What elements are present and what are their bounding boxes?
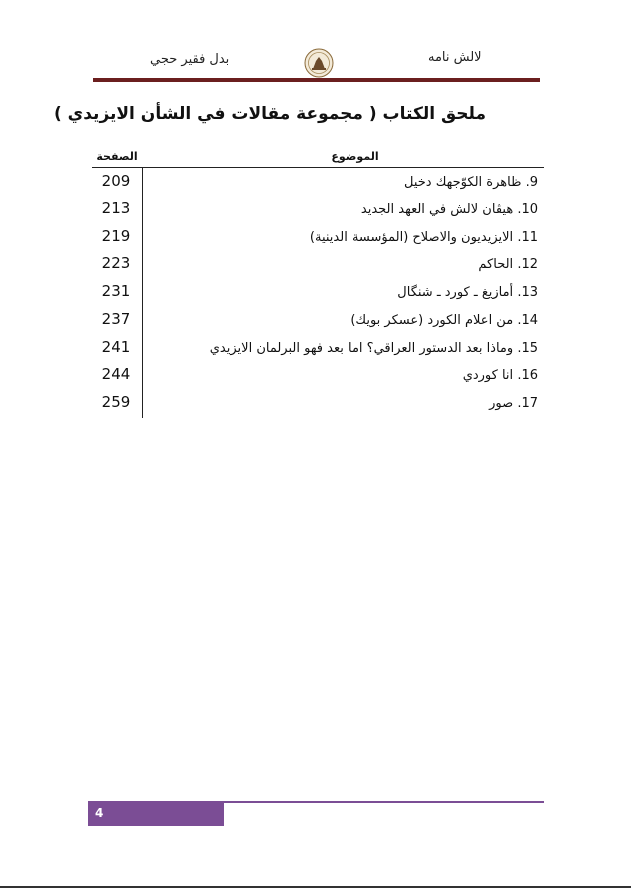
toc-entry-text: أمازيغ ـ كورد ـ شنگال [397, 285, 514, 300]
toc-row[interactable] [92, 338, 544, 365]
toc-row[interactable] [92, 199, 544, 226]
header-author: بدل فقير حجي [150, 52, 230, 67]
toc-entry [478, 257, 538, 272]
toc-entry-text: هيڤان لالش في العهد الجديد [360, 202, 514, 217]
toc-entry [361, 202, 538, 217]
toc-entry-number: 12. [517, 257, 538, 272]
toc-entry-number: 11. [517, 230, 538, 245]
toc-entry-number: 13. [517, 285, 538, 300]
toc-entry-number: 9. [525, 175, 538, 190]
page-bottom-edge [0, 886, 631, 888]
toc-entry [489, 396, 538, 411]
toc-entry [463, 368, 538, 383]
toc-page-number: 259 [101, 393, 131, 411]
toc-entry [350, 313, 538, 328]
toc-row[interactable] [92, 282, 544, 309]
toc-page-number: 237 [101, 310, 131, 328]
toc-entry-text: من اعلام الكورد (عسكر بويك) [350, 313, 514, 328]
toc-row[interactable] [92, 227, 544, 254]
column-header-topic: الموضوع [331, 150, 379, 163]
toc-page-number: 209 [101, 172, 131, 190]
toc-page-number: 223 [101, 254, 131, 272]
toc-entry-number: 16. [517, 368, 538, 383]
footer-page-number: 4 [95, 806, 104, 820]
toc-row[interactable] [92, 393, 544, 420]
footer-page-tab [88, 803, 224, 826]
toc-page-number: 241 [101, 338, 131, 356]
toc-row[interactable] [92, 310, 544, 337]
header-book-title: لالش نامه [428, 50, 482, 65]
toc-entry-number: 10. [517, 202, 538, 217]
toc-entry [210, 341, 538, 356]
toc-page-number: 244 [101, 365, 131, 383]
toc-entry [310, 230, 538, 245]
toc-entry [404, 175, 538, 190]
toc-entry-text: انا كوردي [462, 368, 514, 383]
toc-page-number: 231 [101, 282, 131, 300]
toc-row[interactable] [92, 254, 544, 281]
toc-entry [397, 285, 538, 300]
toc-entry-text: الحاكم [478, 257, 514, 272]
toc-entry-text: وماذا بعد الدستور العراقي؟ اما بعد فهو البرلمان الايزيدي [209, 341, 514, 356]
toc-entry-text: صور [489, 396, 514, 411]
toc-entry-number: 15. [517, 341, 538, 356]
column-header-page: الصفحة [96, 150, 138, 163]
toc-row[interactable] [92, 365, 544, 392]
toc-row[interactable] [92, 172, 544, 199]
toc-entry-text: الايزيديون والاصلاح (المؤسسة الدينية) [309, 230, 514, 245]
toc-page-number: 219 [101, 227, 131, 245]
page-title: ملحق الكتاب ( مجموعة مقالات في الشأن الايزيدي ) [53, 104, 486, 124]
toc-entry-text: ظاهرة الكوّجهك دخيل [403, 175, 522, 190]
emblem-logo-icon [304, 48, 334, 78]
table-top-rule [92, 167, 544, 168]
toc-entry-number: 14. [517, 313, 538, 328]
header-divider [93, 78, 540, 82]
toc-page-number: 213 [101, 199, 131, 217]
toc-entry-number: 17. [517, 396, 538, 411]
